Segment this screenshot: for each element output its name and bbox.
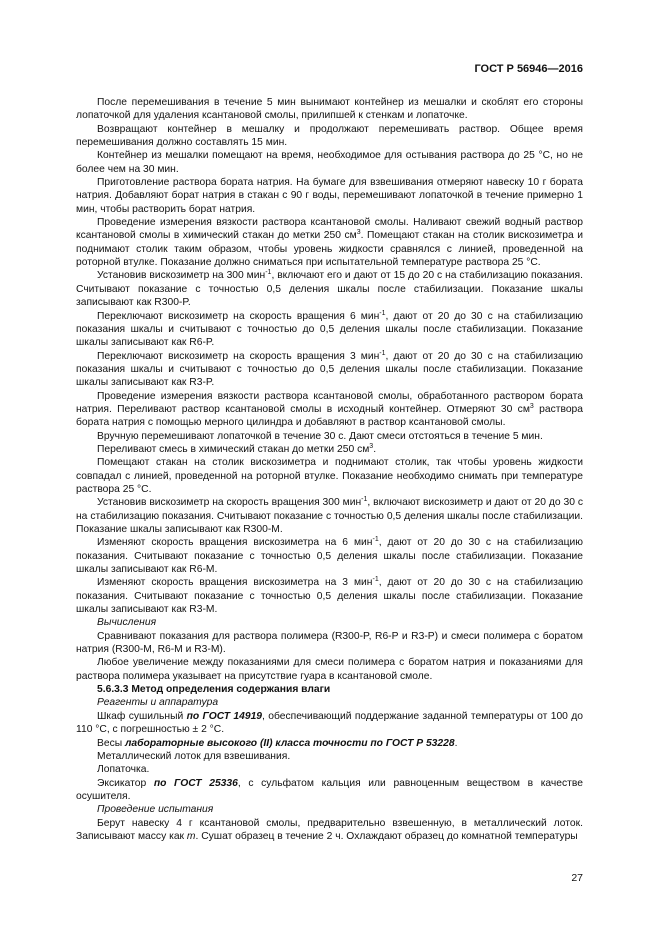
standard-reference: по ГОСТ 14919: [186, 710, 263, 722]
paragraph-pour-mixture: Переливают смесь в химический стакан до метки 250 $см^3$.: [97, 442, 377, 455]
subheading-test-procedure: Проведение испытания: [97, 804, 214, 816]
paragraph-place-beaker: Помещают стакан на столик вискозиметра и поднимают столик, так чтобы уровень жидкости совпадал с линией, проведенной на роторной втулке. Показание необходимо снимать при температуре раствора 25 °С.: [76, 457, 583, 495]
standard-header: ГОСТ Р 56946—2016: [474, 63, 583, 75]
paragraph-r300-p: Установив вискозиметр на 300 мин$^{-1}$, включают его и дают от 15 до 20 с на стабилизацию показания. Считывают показание с точностью 0,5 деления шкалы после стабилизации. Показание шкалы записывают как R300-P.: [76, 269, 583, 309]
paragraph-r6-p: Переключают вискозиметр на скорость вращения 6 мин$^{-1}$, дают от 20 до 30 с на стабилизацию показания шкалы и считывают с точностью до 0,5 деления шкалы после стабилизации. Показание шкалы записывают как R6-P.: [76, 309, 583, 349]
paragraph-r6-m: Изменяют скорость вращения вискозиметра на 6 мин$^{-1}$, дают от 20 до 30 с на стабилизацию показания. Считывают показание с точностью 0,5 деления шкалы после стабилизации. Показание шкалы записывают как R6-M.: [76, 536, 583, 576]
paragraph-borate-treated: Проведение измерения вязкости раствора ксантановой смолы, обработанного раствором бората натрия. Переливают раствор ксантановой смолы в исходный контейнер. Отмеряют 30 $см^3$ раствора бората натрия с помощью мерного цилиндра и добавляют в раствор ксантановой смолы.: [76, 390, 583, 429]
paragraph-return-container: Возвращают контейнер в мешалку и продолжают перемешивать раствор. Общее время перемешивания должно составлять 15 мин.: [76, 123, 583, 149]
paragraph-drying-oven: Шкаф сушильный по ГОСТ 14919, обеспечивающий поддержание заданной температуры от 100 до 110 °С, с погрешностью ± 2 °С.: [76, 710, 583, 736]
standard-reference: лабораторные высокого (II) класса точности по ГОСТ Р 53228: [125, 737, 455, 749]
mass-variable: т: [186, 830, 196, 842]
paragraph-r300-m: Установив вискозиметр на скорость вращения 300 мин$^{-1}$, включают вискозиметр и дают от 20 до 30 с на стабилизацию показания. Считывают показание с точностью 0,5 деления шкалы после стабилизации. Показание шкалы записывают как R300-M.: [76, 496, 583, 535]
paragraph-r3-m: Изменяют скорость вращения вискозиметра на 3 мин$^{-1}$, дают от 20 до 30 с на стабилизацию показания. Считывают показание с точностью 0,5 деления шкалы после стабилизации. Показание шкалы записывают как R3-M.: [76, 576, 583, 616]
paragraph-manual-mixing: Вручную перемешивают лопаточкой в течение 30 с. Дают смеси отстояться в течение 5 мин.: [97, 430, 543, 442]
subheading-calculations: Вычисления: [97, 617, 157, 629]
subheading-reagents: Реагенты и аппаратура: [97, 697, 219, 709]
standard-reference: по ГОСТ 25336: [153, 777, 238, 789]
paragraph-borate-preparation: Приготовление раствора бората натрия. На бумаге для взвешивания отмеряют навеску 10 г бората натрия. Добавляют борат натрия в стакан с 90 г воды, перемешивают лопаточкой в течение примерно 1 мин, чтобы растворить борат натрия.: [76, 177, 583, 215]
section-heading-moisture: 5.6.3.3 Метод определения содержания влаги: [97, 684, 331, 696]
page-number: 27: [571, 872, 583, 884]
paragraph-r3-p: Переключают вискозиметр на скорость вращения 3 мин$^{-1}$, дают от 20 до 30 с на стабилизацию показания шкалы и считывают с точностью до 0,5 деления шкалы после стабилизации. Показание шкалы записывают как R3-P.: [76, 349, 583, 389]
paragraph-metal-tray: Металлический лоток для взвешивания.: [97, 750, 291, 762]
paragraph-cooling: Контейнер из мешалки помещают на время, необходимое для остывания раствора до 25 °С, но не более чем на 30 мин.: [76, 150, 583, 175]
paragraph-viscosity-measurement: Проведение измерения вязкости раствора ксантановой смолы. Наливают свежий водный раствор ксантановой смолы в химический стакан до метки 250 $см^3$. Помещают стакан на столик вискозиметра и поднимают столик таким образом, чтобы уровень жидкости сравнялся с линией, проведенной на роторной втулке. Показание должно сниматься при испытательной температуре раствора 25 °С.: [76, 217, 583, 269]
paragraph-compare-readings: Сравнивают показания для раствора полимера (R300-P, R6-P и R3-P) и смеси полимера с боратом натрия (R300-M, R6-M и R3-M).: [76, 630, 583, 656]
paragraph-sample-weighing: Берут навеску 4 г ксантановой смолы, предварительно взвешенную, в металлический лоток. Записывают массу как т. Сушат образец в течение 2 ч. Охлаждают образец до комнатной температуры: [76, 817, 583, 842]
document-body: [76, 96, 583, 843]
paragraph-mixing-scrape: После перемешивания в течение 5 мин вынимают контейнер из мешалки и скоблят его стороны лопаточкой для удаления ксантановой смолы, прилипшей к стенкам и лопаточке.: [76, 97, 583, 122]
paragraph-desiccator: Эксикатор по ГОСТ 25336, с сульфатом кальция или равноценным веществом в качестве осушителя.: [76, 777, 583, 802]
paragraph-spatula: Лопаточка.: [97, 764, 150, 776]
paragraph-guar-indication: Любое увеличение между показаниями для смеси полимера с боратом натрия и показаниями для раствора полимера указывает на присутствие гуара в ксантановой смоле.: [76, 657, 583, 682]
paragraph-scales: Весы лабораторные высокого (II) класса точности по ГОСТ Р 53228.: [97, 737, 458, 749]
